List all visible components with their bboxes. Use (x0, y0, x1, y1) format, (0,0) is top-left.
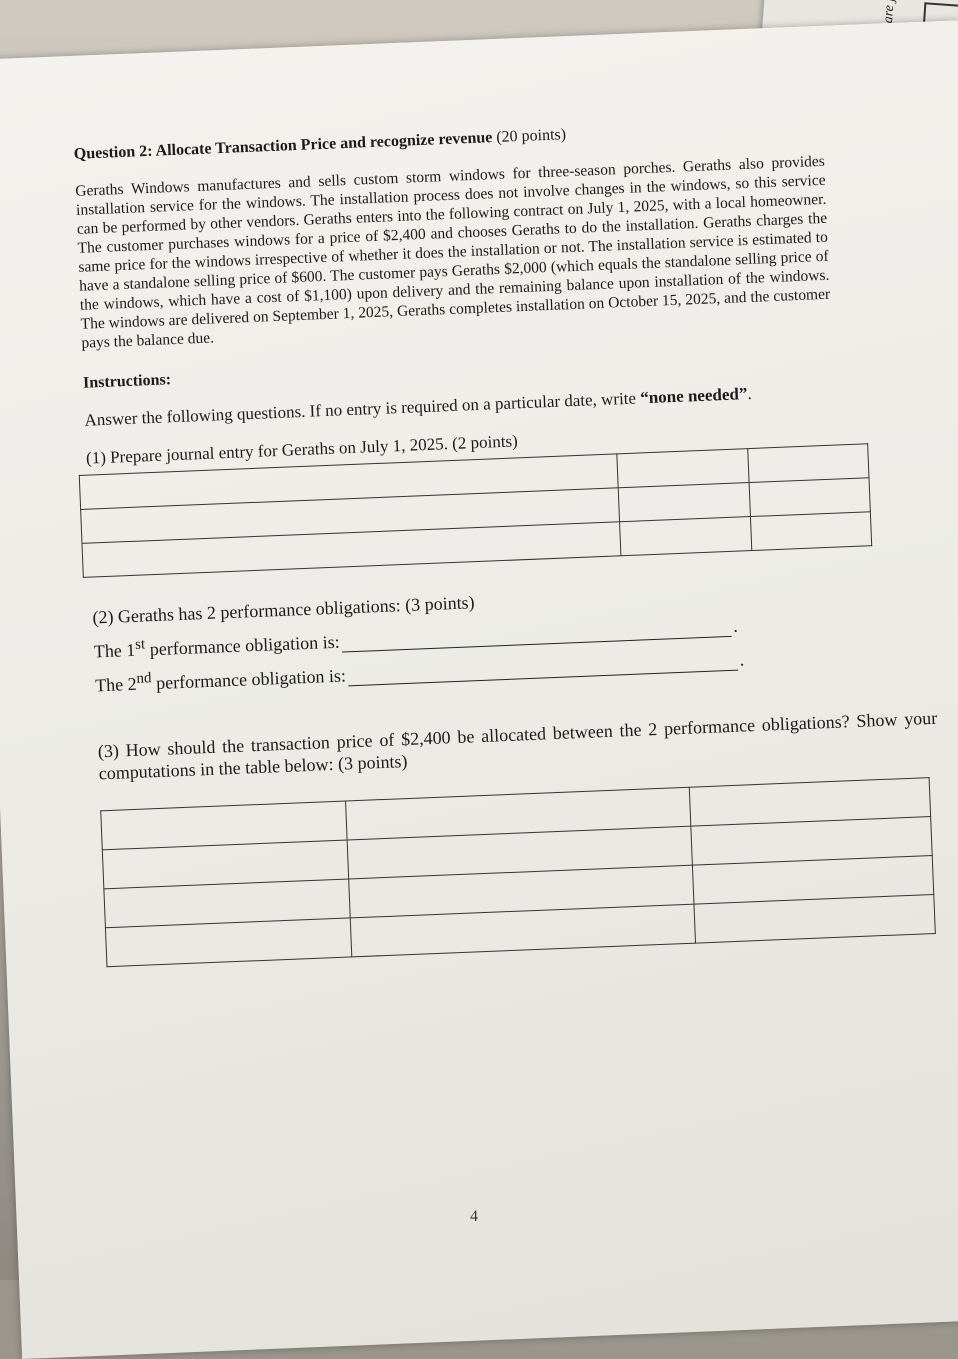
allocation-table (100, 777, 936, 967)
page-number: 4 (470, 1208, 478, 1225)
second-obligation-period: . (739, 649, 745, 670)
debit-cell[interactable] (620, 517, 752, 556)
first-obligation-blank[interactable] (341, 618, 731, 653)
second-obligation-label (95, 662, 347, 696)
instructions-heading: Instructions: (82, 371, 172, 392)
instructions-text-after: . (746, 383, 752, 404)
instructions-emphasis: “none needed” (639, 384, 748, 408)
part2-prompt: (2) Geraths has 2 performance obligations: (3 points) (92, 592, 475, 628)
worksheet-content (73, 116, 938, 967)
question-body: Geraths Windows manufactures and sells custom storm windows for three-season porches. Geraths also provides installation service for the windows. The installation process does not involve changes in the windows, so this service can be performed by other vendors. Geraths enters into the following contract on July 1, 2025, with a local homeowner. The customer purchases windows for a price of $2,400 and chooses Geraths to do the installation. Geraths charges the same price for the windows irrespective of whether it does the installation or not. The installation service is estimated to have a standalone selling price of $600. The customer pays Geraths $2,000 (which equals the standalone selling price of the windows, which have a cost of $1,100) upon delivery and the remaining balance upon installation of the windows. The windows are delivered on September 1, 2025, Geraths completes installation on October 15, 2025, and the customer pays the balance due. (75, 152, 831, 352)
second-obligation-sup: nd (136, 670, 152, 687)
second-obligation-blank[interactable] (348, 652, 738, 687)
question-title-text: Question 2: Allocate Transaction Price and recognize revenue (73, 129, 493, 163)
allocation-cell[interactable] (694, 894, 935, 943)
worksheet-page (0, 20, 958, 1359)
second-obligation-prefix: The 2 (94, 673, 138, 696)
part1-prompt: (1) Prepare journal entry for Geraths on July 1, 2025. (2 points) (85, 431, 519, 468)
first-obligation-period: . (732, 615, 739, 636)
instructions-text-before: Answer the following questions. If no entry is required on a particular date, write (84, 388, 641, 430)
first-obligation-sup: st (134, 636, 146, 653)
credit-cell[interactable] (749, 478, 871, 517)
credit-cell[interactable] (747, 444, 869, 483)
question-points: (20 points) (495, 126, 567, 146)
debit-cell[interactable] (618, 483, 750, 522)
second-obligation-suffix: performance obligation is: (151, 665, 347, 694)
first-obligation-suffix: performance obligation is: (144, 631, 340, 660)
first-obligation-label (93, 629, 340, 663)
first-obligation-prefix: The 1 (93, 639, 136, 662)
credit-cell[interactable] (750, 512, 872, 551)
allocation-cell[interactable] (105, 918, 351, 967)
debit-cell[interactable] (617, 449, 749, 488)
part3-prompt: (3) How should the transaction price of $2,400 be allocated between the 2 performance obligations? Show your computations in the table below: (3 points) (97, 707, 938, 784)
